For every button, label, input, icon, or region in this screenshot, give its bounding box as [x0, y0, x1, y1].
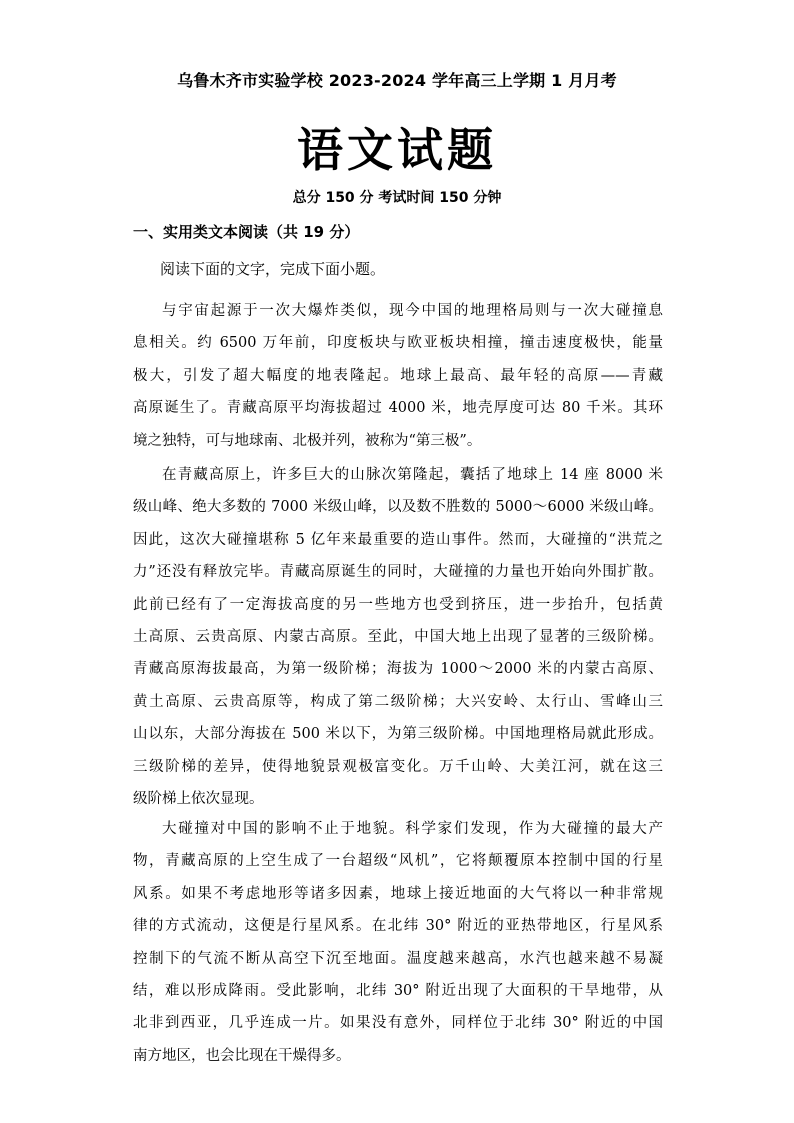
section-heading: 一、实用类文本阅读（共 19 分） — [133, 223, 360, 241]
paragraph-line: 力”还没有释放完毕。青藏高原诞生的同时，大碰撞的力量也开始向外围扩散。 — [133, 564, 663, 581]
paragraph-line: 黄土高原、云贵高原等，构成了第二级阶梯；大兴安岭、太行山、雪峰山三 — [133, 693, 663, 710]
paragraph-line: 因此，这次大碰撞堪称 5 亿年来最重要的造山事件。然而，大碰撞的“洪荒之 — [133, 531, 663, 548]
exam-meta-line: 总分 150 分 考试时间 150 分钟 — [292, 190, 502, 206]
paragraph-line: 山以东，大部分海拔在 500 米以下，为第三级阶梯。中国地理格局就此形成。 — [133, 726, 663, 743]
section-instruction: 阅读下面的文字，完成下面小题。 — [160, 260, 386, 278]
paragraph-line: 物，青藏高原的上空生成了一台超级“风机”，它将颠覆原本控制中国的行星 — [133, 853, 663, 870]
paragraph-line: 律的方式流动，这便是行星风系。在北纬 30° 附近的亚热带地区，行星风系 — [133, 918, 663, 935]
paragraph-line: 青藏高原海拔最高，为第一级阶梯；海拔为 1000～2000 米的内蒙古高原、 — [133, 661, 663, 678]
passage-paragraph-3 — [133, 813, 663, 1072]
paragraph-line: 大碰撞对中国的影响不止于地貌。科学家们发现，作为大碰撞的最大产 — [162, 821, 663, 837]
passage-paragraph-2 — [133, 459, 663, 815]
paragraph-line: 风系。如果不考虑地形等诸多因素，地球上接近地面的大气将以一种非常规 — [133, 885, 663, 902]
exam-header-line: 乌鲁木齐市实验学校 2023-2024 学年高三上学期 1 月月考 — [177, 71, 617, 90]
paragraph-line: 在青藏高原上，许多巨大的山脉次第隆起，囊括了地球上 14 座 8000 米 — [162, 467, 663, 483]
paragraph-line: 控制下的气流不断从高空下沉至地面。温度越来越高，水汽也越来越不易凝 — [133, 950, 663, 967]
paragraph-line: 此前已经有了一定海拔高度的另一些地方也受到挤压，进一步抬升，包括黄 — [133, 596, 663, 613]
paragraph-line: 极大，引发了超大幅度的地表隆起。地球上最高、最年轻的高原——青藏 — [133, 367, 663, 384]
paragraph-line: 北非到西亚，几乎连成一片。如果没有意外，同样位于北纬 30° 附近的中国 — [133, 1015, 663, 1032]
paragraph-line: 级阶梯上依次显现。 — [133, 790, 264, 807]
paragraph-line: 土高原、云贵高原、内蒙古高原。至此，中国大地上出现了显著的三级阶梯。 — [133, 628, 663, 645]
paragraph-line: 南方地区，也会比现在干燥得多。 — [133, 1047, 351, 1064]
page-title: 语文试题 — [297, 123, 497, 177]
paragraph-line: 息相关。约 6500 万年前，印度板块与欧亚板块相撞，撞击速度极快，能量 — [133, 335, 663, 352]
passage-paragraph-1 — [133, 295, 663, 457]
paragraph-line: 结，难以形成降雨。受此影响，北纬 30° 附近出现了大面积的干旱地带，从 — [133, 982, 663, 999]
paragraph-line: 境之独特，可与地球南、北极并列，被称为“第三极”。 — [133, 432, 482, 449]
paragraph-line: 高原诞生了。青藏高原平均海拔超过 4000 米，地壳厚度可达 80 千米。其环 — [133, 400, 663, 417]
paragraph-line: 级山峰、绝大多数的 7000 米级山峰，以及数不胜数的 5000～6000 米级山峰。 — [133, 499, 663, 516]
paragraph-line: 与宇宙起源于一次大爆炸类似，现今中国的地理格局则与一次大碰撞息 — [162, 303, 663, 319]
paragraph-line: 三级阶梯的差异，使得地貌景观极富变化。万千山岭、大美江河，就在这三 — [133, 758, 663, 775]
